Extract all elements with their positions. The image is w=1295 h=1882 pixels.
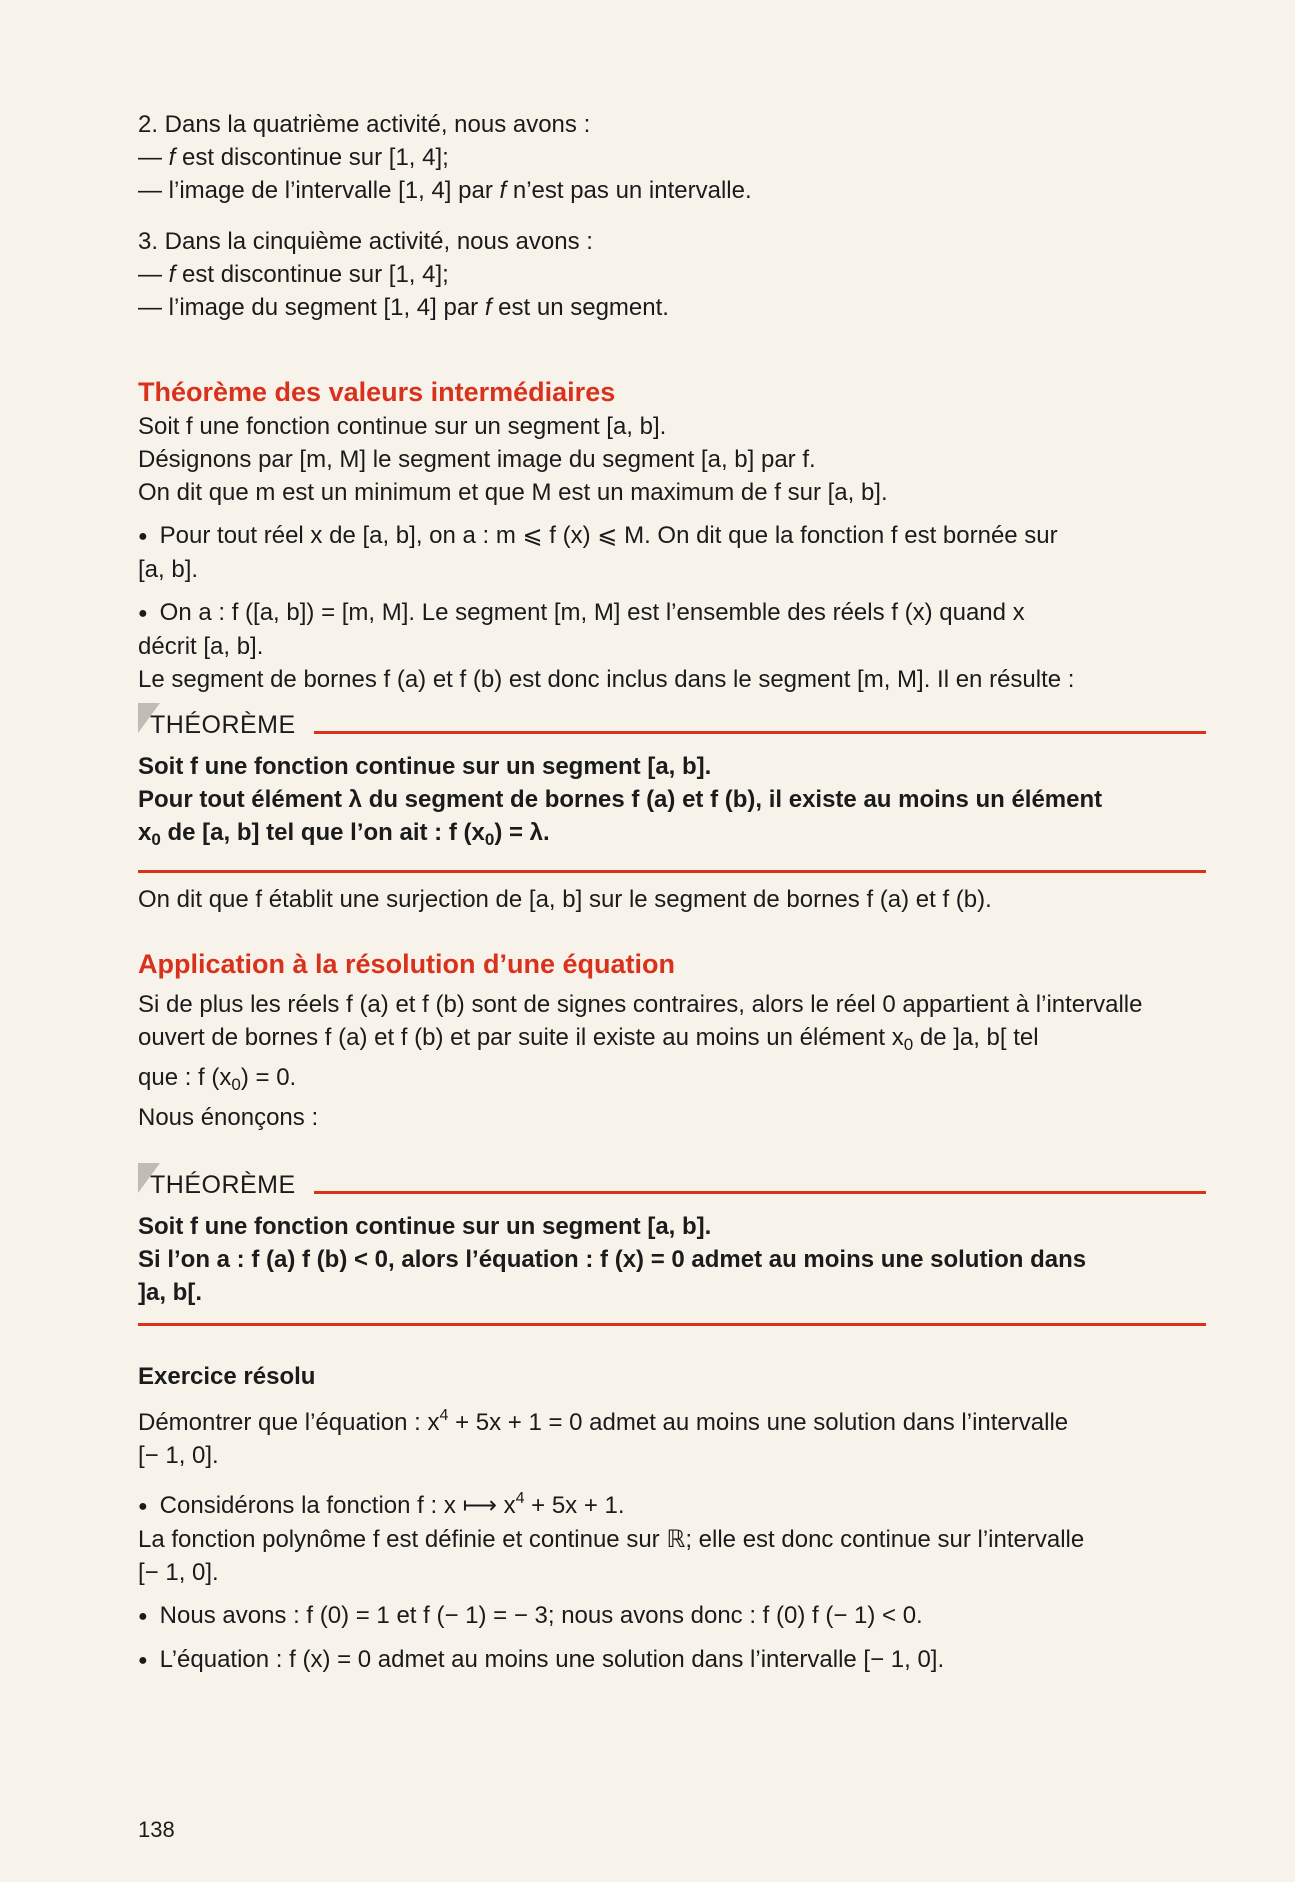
text: de [a, b] tel que l’on ait : f (x <box>160 819 485 846</box>
theorem-title-row <box>138 1162 1206 1202</box>
text-line <box>138 141 1206 174</box>
text: ) = 0. <box>240 1064 297 1091</box>
math-var: f <box>168 261 176 288</box>
text: ouvert de bornes f (a) et f (b) et par suite il existe au moins un élément x <box>138 1024 904 1051</box>
text-line <box>138 174 1206 207</box>
theorem-line: ]a, b[. <box>138 1279 202 1306</box>
page-number: 138 <box>138 1817 175 1842</box>
bullet-line: ● Nous avons : f (0) = 1 et f (− 1) = − 3; nous avons donc : f (0) f (− 1) < 0. <box>138 1599 1206 1633</box>
text: + 5x + 1. <box>524 1492 625 1519</box>
math-var: f <box>499 177 507 204</box>
text-line: décrit [a, b]. <box>138 633 264 660</box>
theorem-line: Si l’on a : f (a) f (b) < 0, alors l’équation : f (x) = 0 admet au moins une solution dans <box>138 1246 1087 1273</box>
subscript: 0 <box>903 1035 914 1054</box>
subscript: 0 <box>151 830 161 849</box>
text: ) = λ. <box>494 819 550 846</box>
theorem-box-1 <box>138 702 1206 916</box>
red-divider <box>138 1323 1206 1326</box>
math-var: f <box>484 294 492 321</box>
superscript: 4 <box>515 1490 525 1507</box>
red-divider <box>314 731 1206 734</box>
text: 3. Dans la cinquième activité, nous avons : <box>138 228 593 255</box>
solved-exercise <box>138 1360 1206 1677</box>
bullet-line: ● L’équation : f (x) = 0 admet au moins une solution dans l’intervalle [− 1, 0]. <box>138 1643 1206 1677</box>
text: Démontrer que l’équation : x <box>138 1409 440 1436</box>
text-line: [a, b]. <box>138 556 199 583</box>
text: n’est pas un intervalle. <box>506 177 752 204</box>
subscript: 0 <box>484 830 495 849</box>
bullet-line: ● Pour tout réel x de [a, b], on a : m ⩽ f (x) ⩽ M. On dit que la fonction f est bornée sur <box>138 519 1206 553</box>
text-line <box>138 1061 1206 1101</box>
text-line: [− 1, 0]. <box>138 1559 219 1586</box>
text: — <box>138 144 169 171</box>
theorem-title: THÉORÈME <box>150 1171 296 1199</box>
text: est discontinue sur [1, 4]; <box>175 261 449 288</box>
text: x <box>138 819 152 846</box>
subscript: 0 <box>231 1075 241 1094</box>
activity-5-summary <box>138 225 1206 324</box>
text-line: On dit que f établit une surjection de [a, b] sur le segment de bornes f (a) et f (b). <box>138 886 992 913</box>
tvi-section <box>138 374 1206 696</box>
text: 2. Dans la quatrième activité, nous avons : <box>138 111 591 138</box>
theorem-title: THÉORÈME <box>150 711 296 739</box>
text-line: La fonction polynôme f est définie et continue sur ℝ; elle est donc continue sur l’intervalle <box>138 1526 1085 1553</box>
red-divider <box>138 870 1206 873</box>
theorem-line: Soit f une fonction continue sur un segment [a, b]. <box>138 753 712 780</box>
section-heading: Théorème des valeurs intermédiaires <box>138 377 616 407</box>
text-line: Nous énonçons : <box>138 1104 319 1131</box>
text: — l’image du segment [1, 4] par <box>138 294 485 321</box>
text-line: Soit f une fonction continue sur un segment [a, b]. <box>138 413 667 440</box>
text-line: On dit que m est un minimum et que M est un maximum de f sur [a, b]. <box>138 479 888 506</box>
theorem-tab <box>138 1163 302 1202</box>
bullet-line: ● On a : f ([a, b]) = [m, M]. Le segment [m, M] est l’ensemble des réels f (x) quand x <box>138 596 1206 630</box>
text-line <box>138 258 1206 291</box>
theorem-box-2 <box>138 1162 1206 1326</box>
theorem-line: Pour tout élément λ du segment de bornes f (a) et f (b), il existe au moins un élément <box>138 786 1103 813</box>
page-content <box>138 108 1206 1677</box>
application-section <box>138 946 1206 1134</box>
theorem-title-row <box>138 702 1206 742</box>
text: Considérons la fonction f : x ⟼ x <box>159 1492 516 1519</box>
section-heading: Application à la résolution d’une équation <box>138 949 676 979</box>
text: est un segment. <box>491 294 669 321</box>
text: que : f (x <box>138 1064 232 1091</box>
math-var: f <box>168 144 176 171</box>
superscript: 4 <box>439 1407 449 1424</box>
text: — l’image de l’intervalle [1, 4] par <box>138 177 500 204</box>
bullet-line <box>138 1482 1206 1523</box>
text: est discontinue sur [1, 4]; <box>175 144 449 171</box>
text-line: Si de plus les réels f (a) et f (b) sont de signes contraires, alors le réel 0 appartient à l’intervalle <box>138 991 1143 1018</box>
text-line <box>138 225 1206 258</box>
activity-4-summary <box>138 108 1206 207</box>
exercise-title: Exercice résolu <box>138 1363 316 1390</box>
text-line <box>138 1399 1206 1439</box>
text: — <box>138 261 169 288</box>
red-divider <box>314 1191 1206 1194</box>
theorem-line <box>138 816 1206 856</box>
theorem-line: Soit f une fonction continue sur un segment [a, b]. <box>138 1213 712 1240</box>
text-line: Désignons par [m, M] le segment image du segment [a, b] par f. <box>138 446 816 473</box>
text-line <box>138 108 1206 141</box>
text-line <box>138 1021 1206 1061</box>
text-line <box>138 291 1206 324</box>
text-line: Le segment de bornes f (a) et f (b) est donc inclus dans le segment [m, M]. Il en résulte : <box>138 666 1075 693</box>
text-line: [− 1, 0]. <box>138 1442 219 1469</box>
text: + 5x + 1 = 0 admet au moins une solution dans l’intervalle <box>448 1409 1069 1436</box>
theorem-tab <box>138 703 302 742</box>
text: de ]a, b[ tel <box>913 1024 1039 1051</box>
